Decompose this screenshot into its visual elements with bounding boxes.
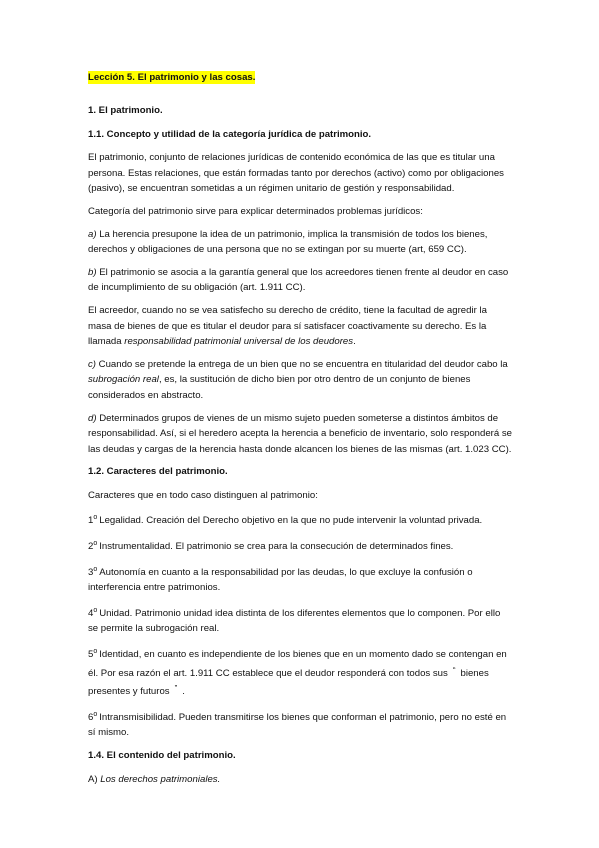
caracter-2 [88, 536, 512, 555]
caracter-2-text: Instrumentalidad. El patrimonio se crea para la consecución de determinados fines. [99, 541, 454, 553]
heading-contenido: 1.4. El contenido del patrimonio. [88, 750, 236, 761]
caracter-1-number: 1 [88, 515, 94, 527]
ordinal-mark: o [93, 648, 98, 656]
caracter-3-text: Autonomía en cuanto a la responsabilidad por las deudas, lo que excluye la confusión o interferencia entre patrimonios. [88, 566, 473, 594]
heading-concepto: 1.1. Concepto y utilidad de la categoría jurídica de patrimonio. [88, 128, 372, 140]
ordinal-mark: o [93, 514, 98, 522]
caracter-5-end: . [182, 686, 185, 698]
caracter-6-text: Intransmisibilidad. Pueden transmitirse los bienes que conforman el patrimonio, pero no esté en sí mismo. [88, 711, 507, 739]
caracter-5-number: 5 [88, 649, 94, 661]
acreedor-italic: responsabilidad patrimonial universal de los deudores [124, 336, 354, 348]
item-b-marker: b) [88, 266, 97, 278]
item-c-marker: c) [88, 358, 96, 370]
item-A [88, 772, 512, 788]
document-body [88, 70, 512, 794]
caracter-6-number: 6 [88, 711, 94, 723]
item-b [88, 265, 512, 296]
caracter-2-number: 2 [88, 541, 94, 553]
item-c-text-2: , es, la sustitución de dicho bien por otro dentro de un conjunto de bienes considerados en abstracto. [88, 374, 471, 401]
item-d-text: Determinados grupos de vienes de un mismo sujeto pueden someterse a distintos ámbitos de responsabilidad. Así, si el heredero acepta la herencia a beneficio de inventario, solo responderá se las deudas y cargas de la herencia hasta donde alcancen los bienes de las mismas (art. 1.023 CC). [88, 412, 512, 455]
item-A-italic: Los derechos patrimoniales. [97, 773, 221, 785]
ordinal-mark: o [93, 540, 98, 548]
lesson-title: Lección 5. El patrimonio y las cosas. [88, 72, 256, 83]
item-b-text: El patrimonio se asocia a la garantía general que los acreedores tienen frente al deudor en caso de incumplimiento de su obligación (art. 1.911 CC). [88, 266, 509, 294]
ordinal-mark: o [93, 606, 98, 614]
item-d-marker: d) [88, 412, 97, 424]
quote-close: ” [174, 684, 178, 694]
acreedor-end: . [353, 336, 356, 348]
caracter-1-text: Legalidad. Creación del Derecho objetivo en la que no pude intervenir la voluntad privada. [99, 515, 483, 527]
caracter-3-number: 3 [88, 566, 94, 578]
paragraph-caracteres-intro: Caracteres que en todo caso distinguen al patrimonio: [88, 489, 318, 501]
item-c [88, 357, 512, 404]
item-c-italic: subrogación real [88, 374, 159, 386]
caracter-5 [88, 644, 512, 700]
ordinal-mark: o [93, 565, 98, 573]
caracter-6 [88, 707, 512, 741]
quote-open: “ [452, 665, 456, 675]
caracter-3 [88, 562, 512, 596]
item-a [88, 227, 512, 258]
paragraph-definition: El patrimonio, conjunto de relaciones jurídicas de contenido económica de las que es titular una persona. Estas relaciones, que están formadas tanto por derechos (activo) como por obligaciones (pasivo), se encuentran sometidas a un régimen unitario de gestión y responsabilidad. [88, 152, 504, 195]
caracter-4-text: Unidad. Patrimonio unidad idea distinta de los diferentes elementos que lo componen. Por ello se permite la subrogación real. [88, 607, 501, 635]
item-c-text-1: Cuando se pretende la entrega de un bien que no se encuentra en titularidad del deudor cabo la [96, 358, 508, 370]
caracter-1 [88, 510, 512, 529]
caracter-5-quoted: bienes presentes y futuros [88, 667, 489, 698]
item-a-marker: a) [88, 228, 97, 240]
heading-patrimonio: 1. El patrimonio. [88, 105, 163, 116]
caracter-4 [88, 603, 512, 637]
ordinal-mark: o [93, 710, 98, 718]
paragraph-acreedor [88, 303, 512, 350]
paragraph-categoria: Categoría del patrimonio sirve para explicar determinados problemas jurídicos: [88, 205, 423, 217]
item-a-text: La herencia presupone la idea de un patrimonio, implica la transmisión de todos los bienes, derechos y obligaciones de una persona que no se extingan por su muerte (art, 659 CC). [88, 228, 488, 256]
item-A-marker: A) [88, 773, 98, 785]
heading-caracteres: 1.2. Caracteres del patrimonio. [88, 466, 228, 478]
acreedor-text: El acreedor, cuando no se vea satisfecho su derecho de crédito, tiene la facultad de agredir la masa de bienes de que es titular el deudor para sí satisfacer coactivamente su derecho. Es la llamada [88, 304, 487, 348]
caracter-5-text: Identidad, en cuanto es independiente de los bienes que en un momento dado se contengan en él. Por esa razón el art. 1.911 CC establece que el deudor responderá con todos sus [88, 649, 507, 679]
caracter-4-number: 4 [88, 607, 94, 619]
item-d [88, 411, 512, 458]
